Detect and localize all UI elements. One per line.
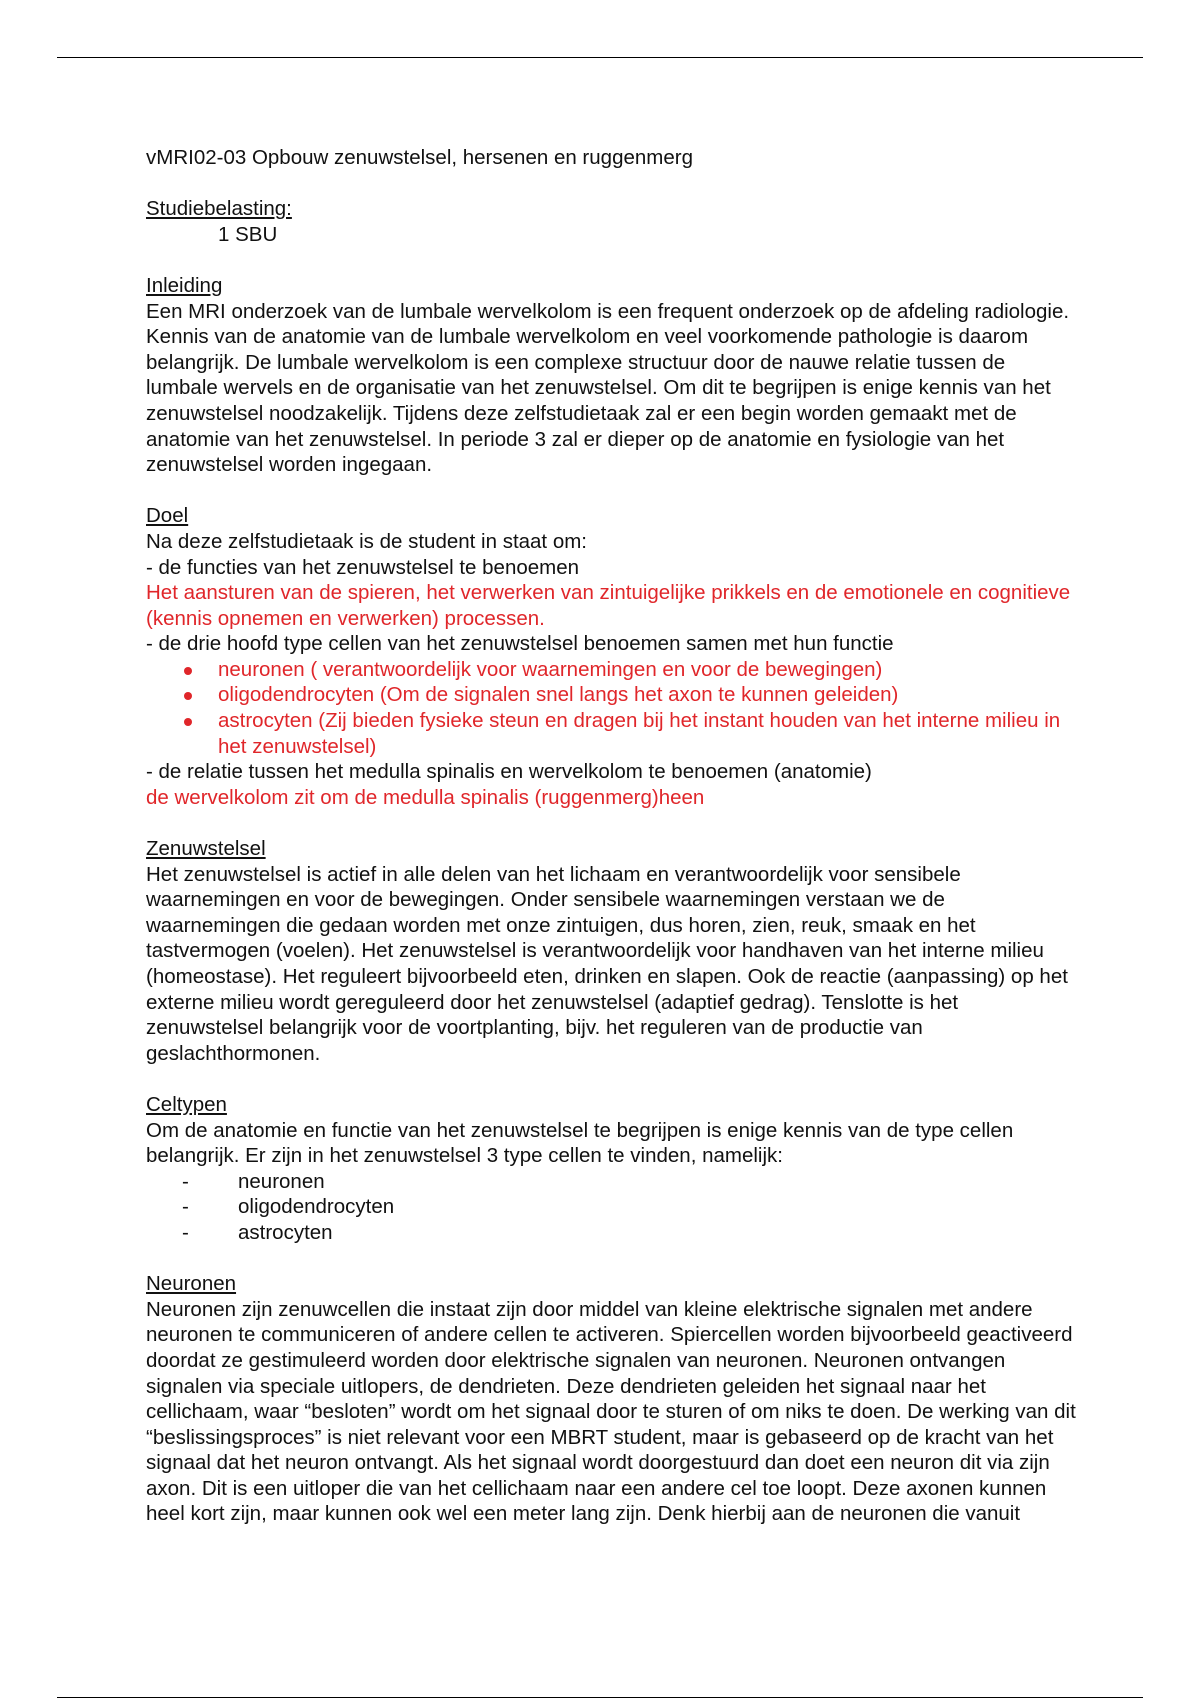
studiebelasting-value: 1 SBU (218, 222, 278, 246)
doel-item-3: - de relatie tussen het medulla spinalis en wervelkolom te benoemen (anatomie) (146, 760, 872, 784)
doel-answer-3: de wervelkolom zit om de medulla spinalis (ruggenmerg)heen (146, 785, 705, 809)
spacer (146, 171, 1076, 197)
spacer (146, 247, 1076, 273)
neuronen-text: Neuronen zijn zenuwcellen die instaat zijn door middel van kleine elektrische signalen met andere neuronen te communiceren of andere cellen te activeren. Spiercellen worden bijvoorbeeld geactiveerd doordat ze gestimuleerd worden door elektrische signalen van neuronen. Neuronen ontvangen signalen via speciale uitlopers, de dendrieten. Deze dendrieten geleiden het signaal naar het cellichaam, waar “besloten” wordt om het signaal door te sturen of om niks te doen. De werking van dit “beslissingsproces” is niet relevant voor een MBRT student, maar is gebaseerd op de kracht van het signaal dat het neuron ontvangt. Als het signaal wordt doorgestuurd dan doet een neuron dit via zijn axon. Dit is een uitloper die van het cellichaam naar een andere cel toe loopt. Deze axonen kunnen heel kort zijn, maar kunnen ook wel een meter lang zijn. Denk hierbij aan de neuronen die vanuit (146, 1297, 1076, 1526)
celtype-answer-list (146, 657, 1076, 759)
celtypen-text: Om de anatomie en functie van het zenuwstelsel te begrijpen is enige kennis van de type cellen belangrijk. Er zijn in het zenuwstelsel 3 type cellen te vinden, namelijk: (146, 1118, 1014, 1168)
celtypen-list (146, 1169, 1076, 1246)
spacer (146, 478, 1076, 504)
zenuwstelsel-text: Het zenuwstelsel is actief in alle delen van het lichaam en verantwoordelijk voor sensibele waarnemingen en voor de bewegingen. Onder sensibele waarnemingen verstaan we de waarnemingen die gedaan worden met onze zintuigen, dus horen, zien, reuk, smaak en het tastvermogen (voelen). Het zenuwstelsel is verantwoordelijk voor handhaven van het interne milieu (homeostase). Het reguleert bijvoorbeeld eten, drinken en slapen. Ook de reactie (aanpassing) op het externe milieu wordt gereguleerd door het zenuwstelsel (adaptief gedrag). Tenslotte is het zenuwstelsel belangrijk voor de voortplanting, bijv. het reguleren van de productie van geslachthormonen. (146, 862, 1068, 1065)
doel-item-2: - de drie hoofd type cellen van het zenuwstelsel benoemen samen met hun functie (146, 632, 894, 656)
zenuwstelsel-heading: Zenuwstelsel (146, 837, 266, 861)
spacer (146, 810, 1076, 836)
inleiding-heading: Inleiding (146, 273, 223, 297)
doel-item-1: - de functies van het zenuwstelsel te benoemen (146, 555, 580, 579)
list-item-text: astrocyten (238, 1220, 333, 1244)
bullet-icon (184, 692, 192, 700)
list-item (146, 708, 1076, 759)
bullet-icon (184, 667, 192, 675)
bullet-icon (184, 718, 192, 726)
spacer (146, 1066, 1076, 1092)
bullet-text: astrocyten (Zij bieden fysieke steun en dragen bij het instant houden van het interne milieu in het zenuwstelsel) (218, 709, 1061, 758)
celtypen-heading: Celtypen (146, 1092, 227, 1116)
list-item-text: neuronen (238, 1169, 325, 1193)
doel-intro: Na deze zelfstudietaak is de student in staat om: (146, 529, 588, 553)
list-item (146, 682, 1076, 708)
studiebelasting-heading: Studiebelasting: (146, 197, 292, 221)
bullet-text: neuronen ( verantwoordelijk voor waarnemingen en voor de bewegingen) (218, 657, 883, 681)
doel-answer-1: Het aansturen van de spieren, het verwerken van zintuigelijke prikkels en de emotionele en cognitieve (kennis opnemen en verwerken) processen. (146, 581, 1071, 630)
list-item (146, 1169, 1076, 1195)
neuronen-heading: Neuronen (146, 1272, 237, 1296)
top-rule (57, 57, 1143, 58)
document-title: vMRI02-03 Opbouw zenuwstelsel, hersenen en ruggenmerg (146, 146, 693, 169)
inleiding-text: Een MRI onderzoek van de lumbale wervelkolom is een frequent onderzoek op de afdeling radiologie. Kennis van de anatomie van de lumbale wervelkolom en veel voorkomende pathologie is daarom belangrijk. De lumbale wervelkolom is een complexe structuur door de nauwe relatie tussen de lumbale wervels en de organisatie van het zenuwstelsel. Om dit te begrijpen is enige kennis van het zenuwstelsel noodzakelijk. Tijdens deze zelfstudietaak zal er een begin worden gemaakt met de anatomie van het zenuwstelsel. In periode 3 zal er dieper op de anatomie en fysiologie van het zenuwstelsel worden ingegaan. (146, 299, 1070, 477)
doel-heading: Doel (146, 504, 189, 528)
document-body (146, 145, 1076, 1527)
dash-marker: - (182, 1195, 189, 1219)
list-item (146, 1194, 1076, 1220)
spacer (146, 1246, 1076, 1272)
bottom-rule (57, 1697, 1143, 1698)
list-item (146, 657, 1076, 683)
dash-marker: - (182, 1220, 189, 1244)
list-item-text: oligodendrocyten (238, 1195, 395, 1219)
list-item (146, 1220, 1076, 1246)
bullet-text: oligodendrocyten (Om de signalen snel langs het axon te kunnen geleiden) (218, 683, 899, 707)
dash-marker: - (182, 1169, 189, 1193)
